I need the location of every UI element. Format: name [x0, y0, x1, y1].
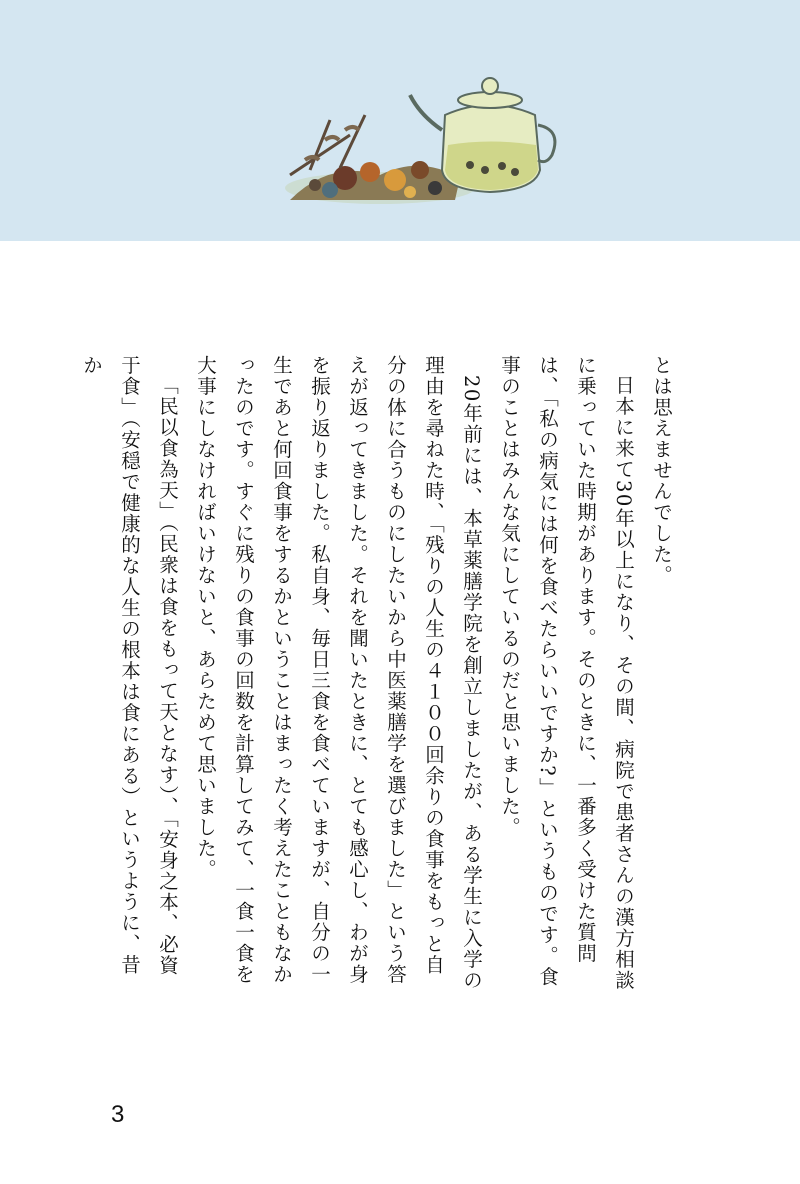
teapot-illustration: [270, 60, 570, 230]
page-number: 3: [111, 1101, 125, 1128]
paragraph-1: とは思えませんでした。: [650, 355, 673, 586]
header-band: [0, 0, 800, 241]
paragraph-2: 日本に来て30年以上になり、その間、病院で患者さんの漢方相談に乗っていた時期があります。そのときに、一番多く受けた質問は、「私の病気には何を食べたらいいですか?」というものです。食事のことはみんな気にしているのだと思いました。: [498, 355, 635, 991]
paragraph-3: 20年前には、本草薬膳学院を創立しましたが、ある学生に入学の理由を尋ねた時、「残りの人生の４１００回余りの食事をもっと自分の体に合うものにしたいから中医薬膳学を選びました」という答えが返ってきました。それを聞いたときに、とても感心し、わが身を振り返りました。私自身、毎日三食を食べていますが、自分の一生であと何回食事をするかということはまったく考えたこともなかったのです。すぐに残りの食事の回数を計算してみて、一食一食を大事にしなければいけないと、あらためて思いました。: [194, 355, 483, 991]
body-text: [72, 355, 680, 995]
paragraph-4: 「民以食為天」（民衆は食をもって天となす）、「安身之本、必資于食」（安穏で健康的な人生の根本は食にある）というように、昔か: [80, 355, 179, 976]
